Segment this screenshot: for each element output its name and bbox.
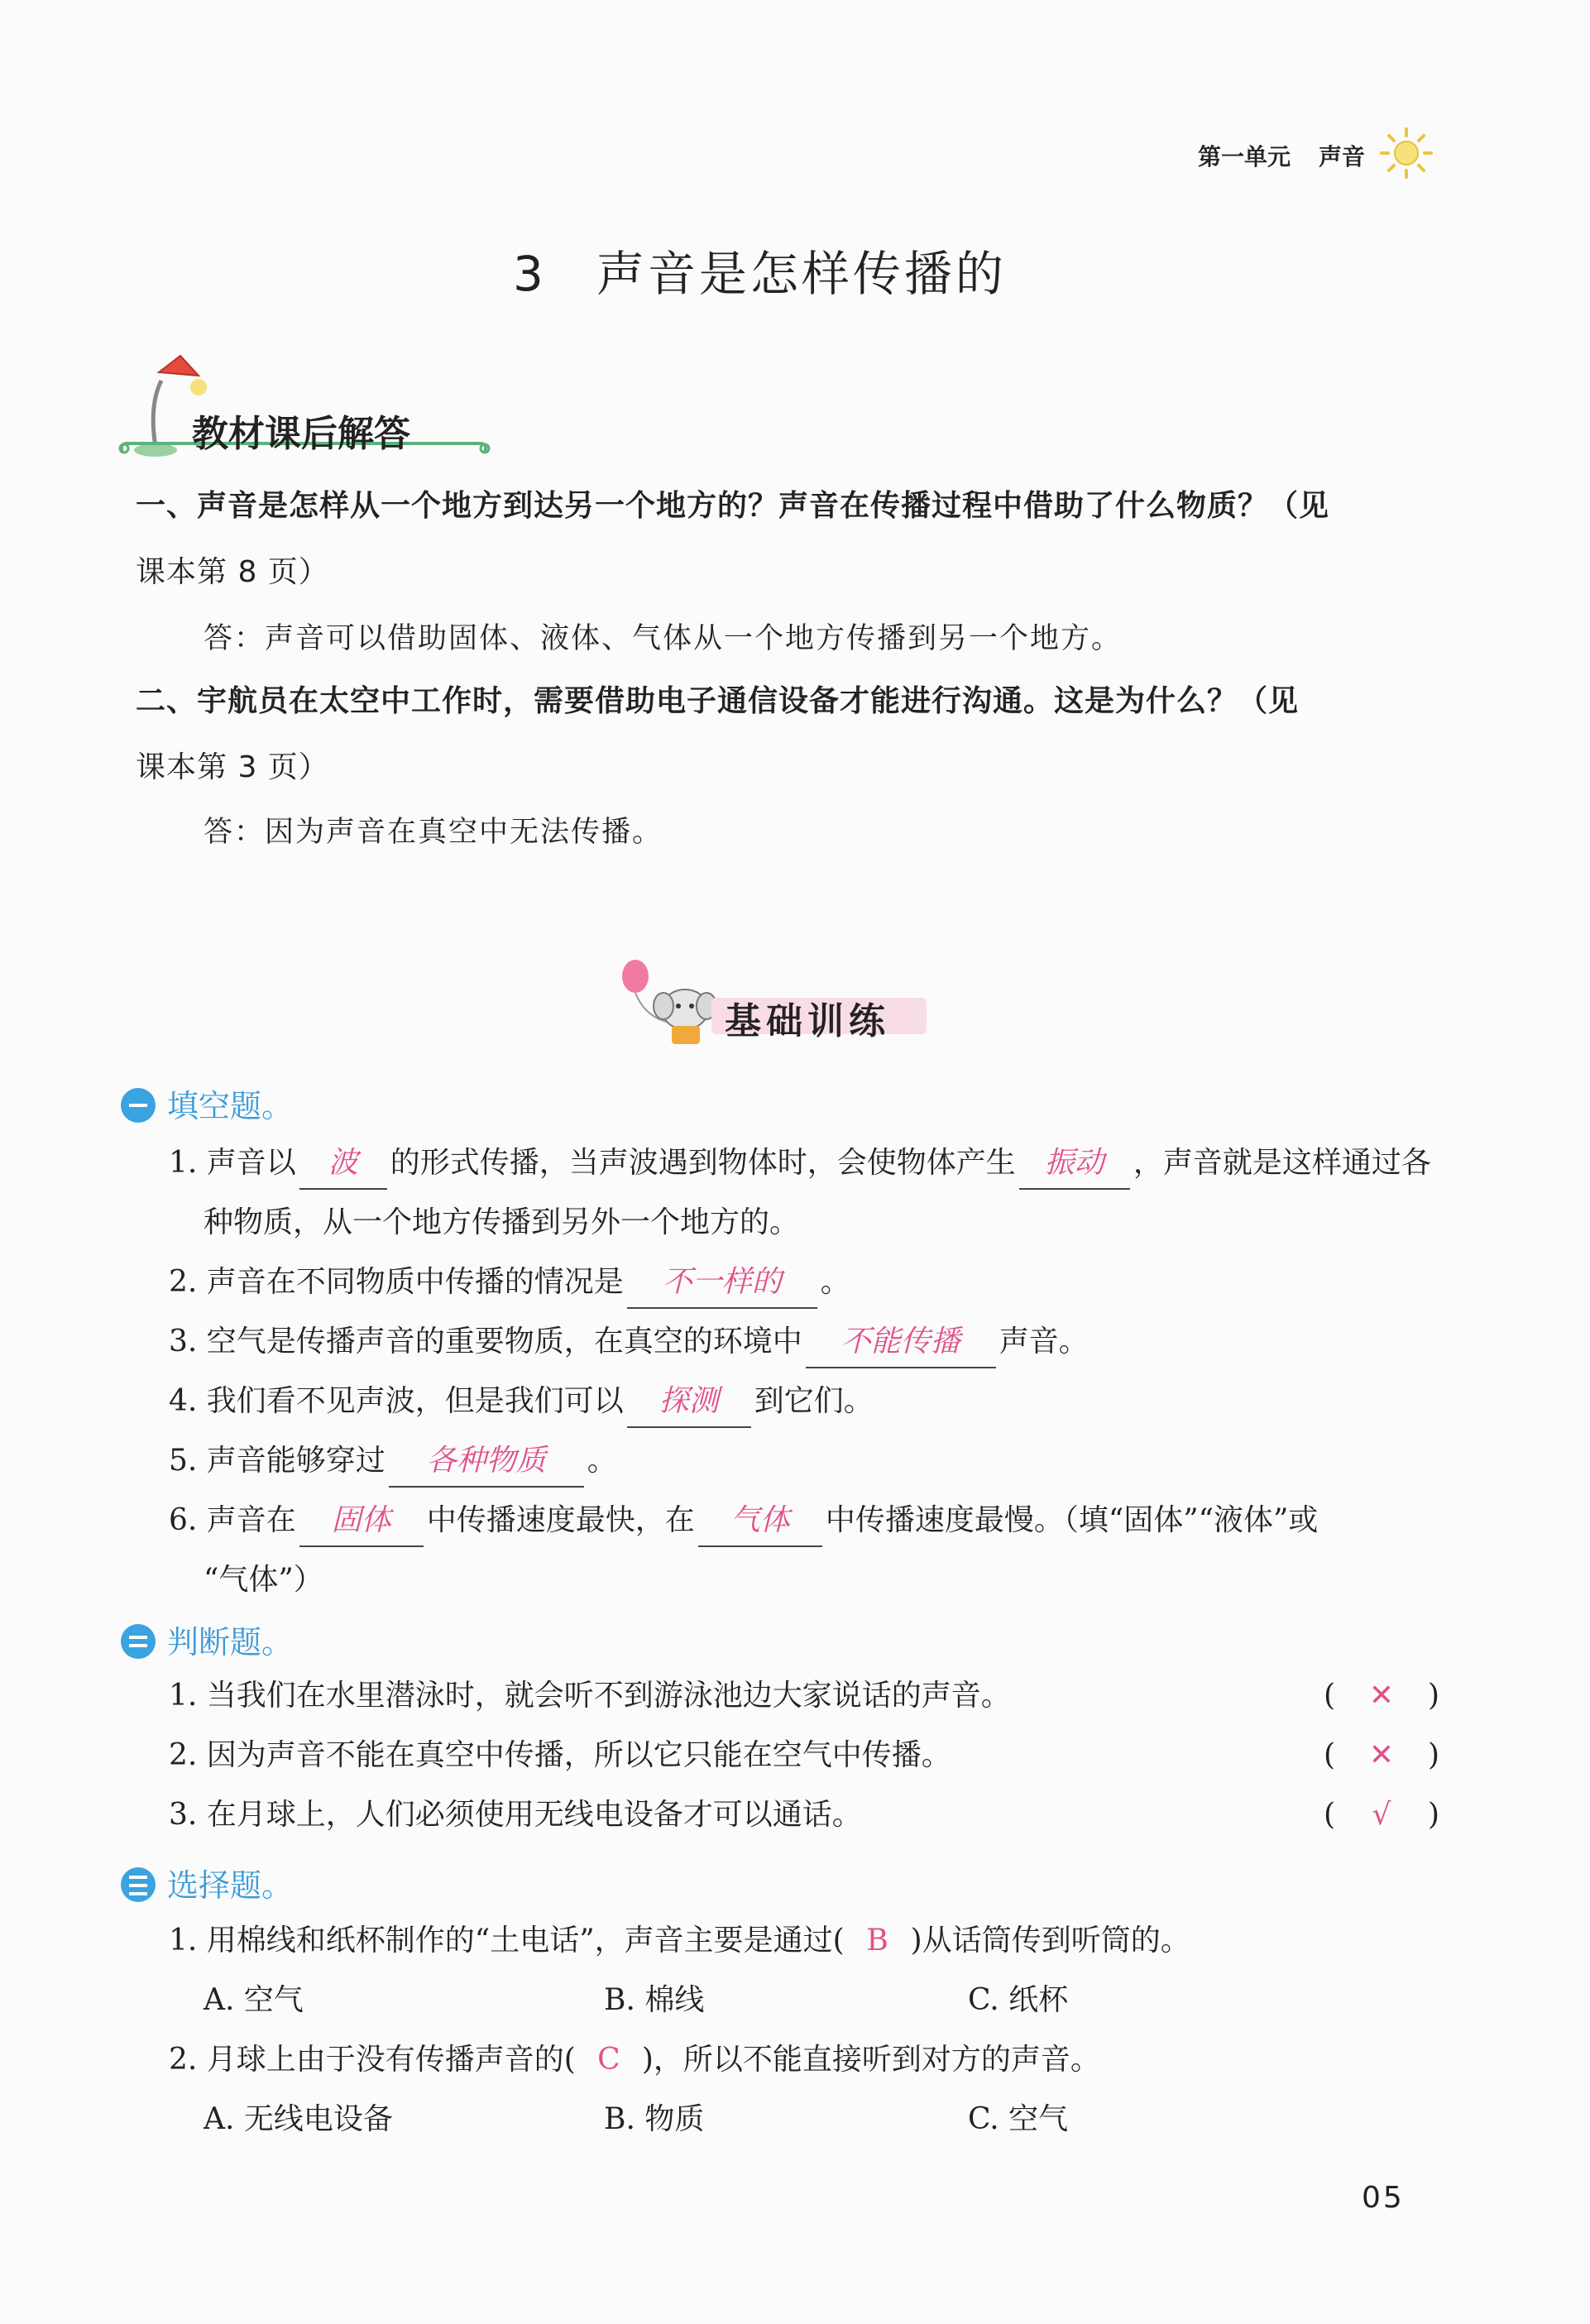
judge-answer-1: ( ✕ )	[1324, 1666, 1439, 1726]
unit-label: 第一单元	[1198, 143, 1291, 170]
judge-answer-2: ( ✕ )	[1324, 1726, 1439, 1785]
number-one-badge	[121, 1088, 156, 1123]
fill-item-3: 3. 空气是传播声音的重要物质，在真空的环境中 不能传播 声音。	[169, 1312, 1089, 1372]
choice-answer-1: B	[866, 1924, 888, 1957]
q2-line2: 课本第 3 页）	[136, 750, 329, 784]
judge-answer-3: ( √ )	[1324, 1785, 1439, 1845]
lesson-title-text: 声音是怎样传播的	[596, 246, 1007, 302]
fill-item-6: 6. 声音在 固体 中传播速度最快，在 气体 中传播速度最慢。（填“固体”“液体”或	[169, 1491, 1318, 1550]
judge-item-1: 1. 当我们在水里潜泳时，就会听不到游泳池边大家说话的声音。	[169, 1679, 1011, 1713]
judge-title-text: 判断题。	[167, 1624, 294, 1660]
fill-blank-1a: 波	[299, 1138, 387, 1190]
fill-blank-6b: 气体	[698, 1496, 822, 1547]
fill-item-5: 5. 声音能够穿过 各种物质 。	[169, 1431, 617, 1491]
fill-blank-4: 探测	[627, 1377, 751, 1428]
fill-item-2: 2. 声音在不同物质中传播的情况是 不一样的 。	[169, 1253, 850, 1312]
textbook-section-heading: 教材课后解答	[192, 413, 410, 455]
choice-item-1: 1. 用棉线和纸杯制作的“土电话”，声音主要是通过( B )从话筒传到听筒的。	[169, 1911, 1190, 1971]
judge-item-2: 2. 因为声音不能在真空中传播，所以它只能在空气中传播。	[169, 1738, 951, 1772]
choice-item-2: 2. 月球上由于没有传播声音的( C )，所以不能直接听到对方的声音。	[169, 2030, 1100, 2090]
fill-item-1-cont: 种物质，从一个地方传播到另外一个地方的。	[204, 1205, 800, 1239]
q2-line1: 二、宇航员在太空中工作时，需要借助电子通信设备才能进行沟通。这是为什么？（见	[136, 684, 1300, 718]
fill-blank-3: 不能传播	[806, 1317, 996, 1368]
cross-mark-icon: ✕	[1368, 1738, 1395, 1772]
fill-blank-1b: 振动	[1019, 1138, 1130, 1190]
fill-item-1: 1. 声音以 波 的形式传播，当声波遇到物体时，会使物体产生 振动 ，声音就是这样通过各	[169, 1133, 1431, 1193]
q1-answer: 答：声音可以借助固体、液体、气体从一个地方传播到另一个地方。	[204, 622, 1123, 655]
fill-item-6-cont: “气体”）	[204, 1563, 323, 1597]
q1-line2: 课本第 8 页）	[136, 555, 329, 589]
q2-answer: 答：因为声音在真空中无法传播。	[204, 816, 663, 849]
number-three-badge	[121, 1867, 156, 1902]
page-number: 05	[1362, 2181, 1405, 2215]
choice-title-text: 选择题。	[167, 1867, 294, 1904]
number-two-badge	[121, 1624, 156, 1659]
elephant-balloon-icon	[612, 951, 728, 1051]
fill-blank-5: 各种物质	[389, 1436, 584, 1488]
q1-line1: 一、声音是怎样从一个地方到达另一个地方的？声音在传播过程中借助了什么物质？（见	[136, 489, 1330, 523]
sun-icon	[1373, 124, 1439, 182]
choice-2-option-a: A. 无线电设备	[204, 2102, 393, 2136]
fill-section-title	[121, 1081, 293, 1126]
choice-section-title	[121, 1860, 293, 1905]
fill-blank-6a: 固体	[299, 1496, 424, 1547]
fill-title-text: 填空题。	[167, 1088, 294, 1124]
check-mark-icon: √	[1372, 1798, 1391, 1832]
choice-1-option-a: A. 空气	[204, 1983, 304, 2017]
fill-blank-2: 不一样的	[627, 1258, 817, 1309]
fill-item-4: 4. 我们看不见声波，但是我们可以 探测 到它们。	[169, 1372, 874, 1431]
judge-item-3: 3. 在月球上，人们必须使用无线电设备才可以通话。	[169, 1798, 862, 1832]
choice-1-option-b: B. 棉线	[604, 1983, 705, 2017]
lesson-title	[513, 235, 1007, 304]
choice-answer-2: C	[597, 2043, 620, 2077]
cross-mark-icon: ✕	[1368, 1679, 1395, 1713]
choice-2-option-b: B. 物质	[604, 2102, 705, 2136]
choice-2-option-c: C. 空气	[968, 2102, 1069, 2136]
topic-label: 声音	[1319, 143, 1366, 170]
choice-1-option-c: C. 纸杯	[968, 1983, 1069, 2017]
judge-section-title	[121, 1617, 293, 1662]
training-heading: 基础训练	[725, 1000, 890, 1042]
lesson-number: 3	[513, 246, 547, 302]
